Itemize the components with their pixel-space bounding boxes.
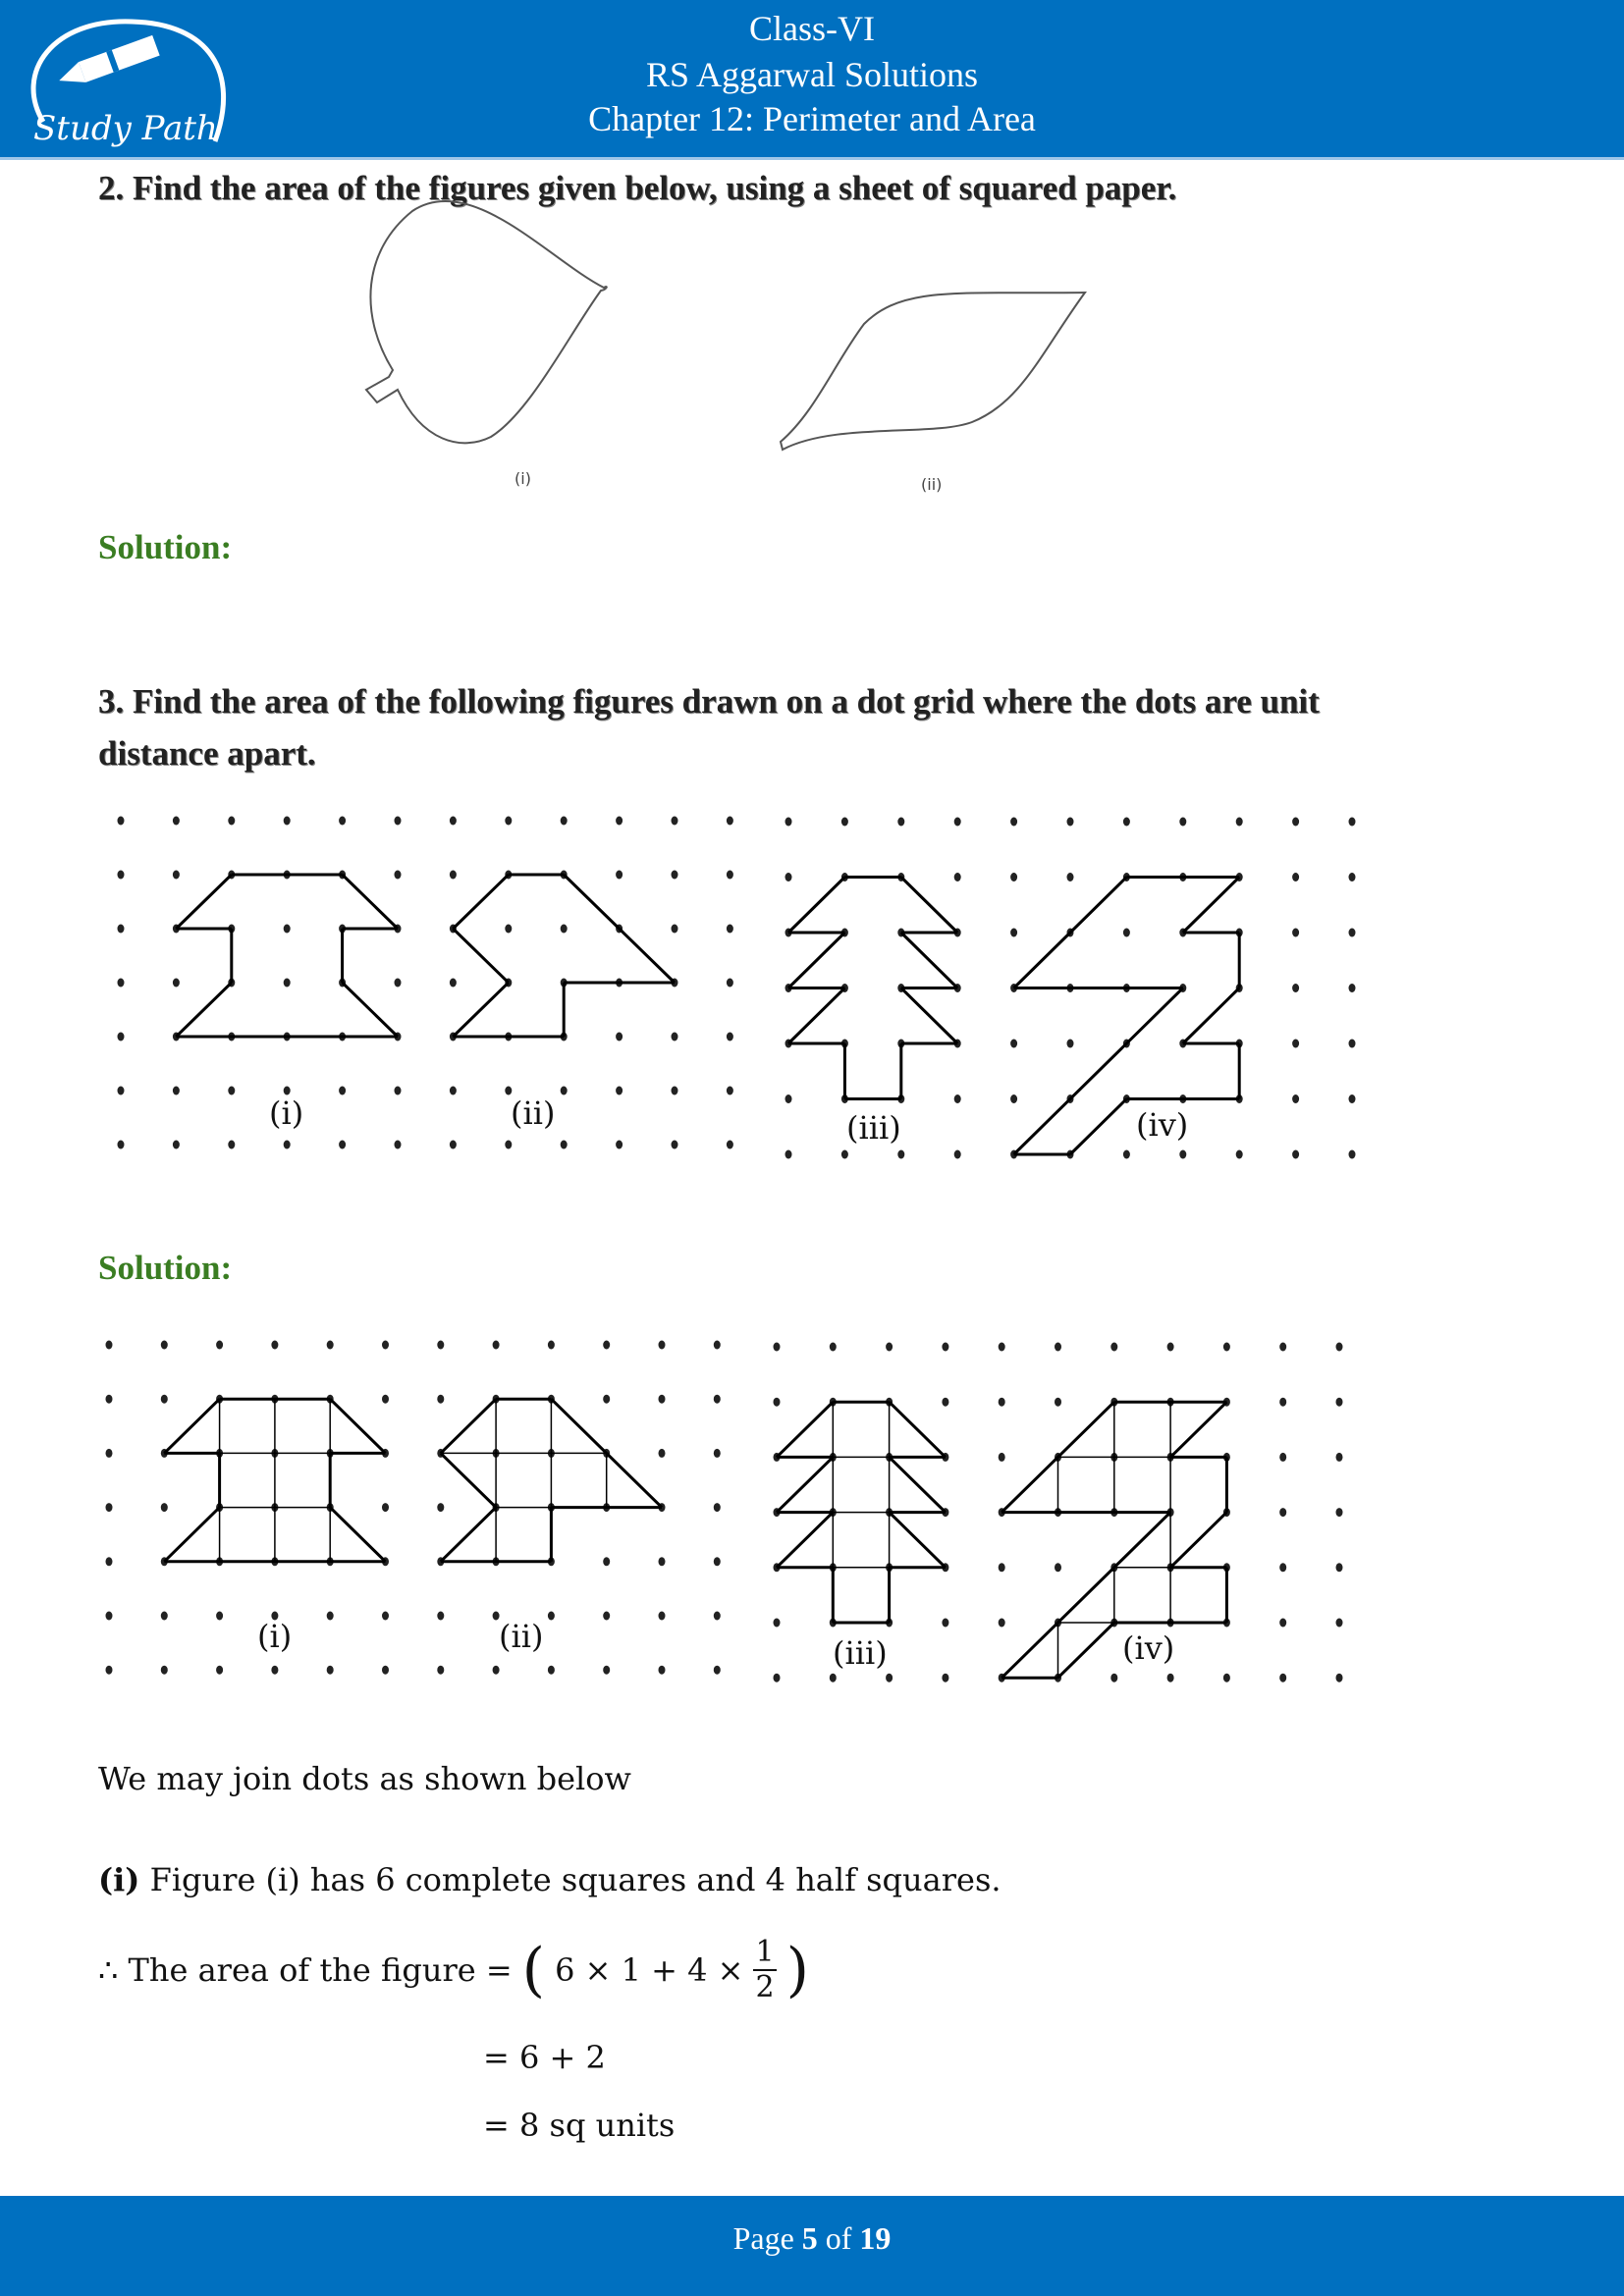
svg-text:Study Path: Study Path bbox=[33, 109, 218, 148]
figure-ii-edge bbox=[441, 1399, 496, 1453]
grid-dot bbox=[1110, 1674, 1117, 1682]
grid-dot bbox=[327, 1341, 334, 1350]
fraction-numerator: 1 bbox=[755, 1935, 775, 1969]
grid-dot bbox=[1336, 1508, 1343, 1517]
grid-dot bbox=[382, 1503, 389, 1512]
grid-dot bbox=[161, 1503, 168, 1512]
answer-step-3: = 8 sq units bbox=[483, 2107, 676, 2144]
fraction-half bbox=[753, 1936, 776, 2004]
of-word: of bbox=[825, 2220, 852, 2256]
grid-dot bbox=[886, 1674, 893, 1682]
grid-dot bbox=[382, 1395, 389, 1404]
grid-dot bbox=[942, 1674, 948, 1682]
grid-dot bbox=[999, 1343, 1005, 1352]
grid-dot bbox=[999, 1398, 1005, 1407]
header-chapter: Chapter 12: Perimeter and Area bbox=[588, 99, 1036, 138]
grid-dot bbox=[437, 1612, 444, 1621]
figure-iv-edge bbox=[1058, 1623, 1114, 1678]
grid-dot bbox=[714, 1503, 721, 1512]
grid-dot bbox=[216, 1612, 223, 1621]
grid-dot bbox=[942, 1619, 948, 1628]
grid-dot bbox=[382, 1341, 389, 1350]
fig-label-ii: (ii) bbox=[511, 1095, 556, 1132]
grid-dot bbox=[1055, 1563, 1061, 1572]
grid-dot bbox=[271, 1666, 278, 1675]
grid-dot bbox=[106, 1449, 113, 1458]
figure-i-edge bbox=[330, 1399, 385, 1453]
grid-dot bbox=[714, 1449, 721, 1458]
grid-dot bbox=[942, 1343, 948, 1352]
solution-fig-label-i: (i) bbox=[257, 1618, 293, 1655]
grid-dot bbox=[382, 1612, 389, 1621]
grid-dot bbox=[106, 1503, 113, 1512]
grid-dot bbox=[161, 1395, 168, 1404]
grid-dot bbox=[774, 1674, 781, 1682]
fig-label-iii: (iii) bbox=[846, 1109, 901, 1147]
solution-fig-label-iii: (iii) bbox=[833, 1634, 888, 1672]
grid-dot bbox=[1279, 1398, 1286, 1407]
header-class: Class-VI bbox=[749, 9, 875, 48]
grid-dot bbox=[271, 1341, 278, 1350]
page-number bbox=[0, 2220, 1624, 2257]
figure-i-edge bbox=[164, 1399, 219, 1453]
grid-dot bbox=[1336, 1563, 1343, 1572]
grid-dot bbox=[1336, 1453, 1343, 1462]
question-3-line1: 3. Find the area of the following figures drawn on a dot grid where the dots are unit bbox=[98, 682, 1320, 721]
grid-dot bbox=[493, 1666, 500, 1675]
current-page: 5 bbox=[801, 2220, 818, 2256]
answer-intro: We may join dots as shown below bbox=[98, 1760, 631, 1797]
grid-dot bbox=[714, 1395, 721, 1404]
grid-dot bbox=[327, 1666, 334, 1675]
grid-dot bbox=[830, 1343, 837, 1352]
grid-dot bbox=[1336, 1674, 1343, 1682]
leaf-label-ii: (ii) bbox=[921, 475, 943, 494]
grid-dot bbox=[161, 1341, 168, 1350]
figure-i-edge bbox=[330, 1508, 385, 1562]
grid-dot bbox=[437, 1666, 444, 1675]
figure-iii-edge bbox=[777, 1457, 833, 1512]
grid-dot bbox=[1336, 1343, 1343, 1352]
grid-dot bbox=[382, 1666, 389, 1675]
fig-label-i: (i) bbox=[269, 1095, 304, 1132]
figure-iv-edge bbox=[1170, 1513, 1226, 1568]
solution-label-q3: Solution: bbox=[98, 1249, 233, 1287]
leaf-label-i: (i) bbox=[514, 469, 531, 488]
solution-fig-label-iv: (iv) bbox=[1122, 1629, 1175, 1667]
grid-dot bbox=[106, 1666, 113, 1675]
grid-dot bbox=[161, 1666, 168, 1675]
grid-dot bbox=[1279, 1508, 1286, 1517]
grid-dot bbox=[1167, 1674, 1174, 1682]
grid-dot bbox=[1336, 1398, 1343, 1407]
figure-iii-edge bbox=[890, 1402, 946, 1457]
grid-dot bbox=[603, 1612, 610, 1621]
header-book: RS Aggarwal Solutions bbox=[645, 55, 979, 94]
grid-dot bbox=[999, 1453, 1005, 1462]
grid-dot bbox=[714, 1666, 721, 1675]
figure-iii-edge bbox=[890, 1457, 946, 1512]
figure-i-edge bbox=[164, 1508, 219, 1562]
grid-dot bbox=[106, 1557, 113, 1566]
grid-dot bbox=[714, 1341, 721, 1350]
grid-dot bbox=[1279, 1563, 1286, 1572]
grid-dot bbox=[1223, 1674, 1230, 1682]
grid-dot bbox=[603, 1341, 610, 1350]
figure-iii-edge bbox=[777, 1402, 833, 1457]
figure-iv-edge bbox=[1170, 1402, 1226, 1457]
grid-dot bbox=[1167, 1343, 1174, 1352]
area-prefix: ∴ The area of the figure = bbox=[98, 1951, 513, 1989]
part-text: Figure (i) has 6 complete squares and 4 half squares. bbox=[139, 1861, 1001, 1898]
grid-dot bbox=[437, 1341, 444, 1350]
grid-dot bbox=[714, 1557, 721, 1566]
grid-dot bbox=[548, 1666, 555, 1675]
grid-dot bbox=[774, 1398, 781, 1407]
grid-dot bbox=[1223, 1343, 1230, 1352]
grid-dot bbox=[1110, 1343, 1117, 1352]
solution-fig-label-ii: (ii) bbox=[499, 1618, 544, 1655]
open-paren: ( bbox=[521, 1936, 546, 2004]
grid-dot bbox=[1055, 1343, 1061, 1352]
grid-dot bbox=[327, 1612, 334, 1621]
figure-ii-edge bbox=[441, 1508, 496, 1562]
answer-step-2: = 6 + 2 bbox=[483, 2039, 606, 2076]
grid-dot bbox=[1055, 1398, 1061, 1407]
grid-dot bbox=[216, 1666, 223, 1675]
answer-part-i bbox=[98, 1861, 1001, 1898]
part-label: (i) bbox=[98, 1861, 140, 1898]
grid-dot bbox=[548, 1341, 555, 1350]
grid-dot bbox=[659, 1557, 666, 1566]
grid-dot bbox=[774, 1619, 781, 1628]
grid-dot bbox=[1279, 1619, 1286, 1628]
grid-dot bbox=[1279, 1343, 1286, 1352]
grid-dot bbox=[999, 1619, 1005, 1628]
grid-dot bbox=[830, 1674, 837, 1682]
grid-dot bbox=[1279, 1453, 1286, 1462]
grid-dot bbox=[659, 1449, 666, 1458]
grid-dot bbox=[106, 1341, 113, 1350]
grid-dot bbox=[1279, 1674, 1286, 1682]
figure-iii-edge bbox=[777, 1513, 833, 1568]
grid-dot bbox=[437, 1503, 444, 1512]
grid-dot bbox=[106, 1612, 113, 1621]
grid-dot bbox=[774, 1343, 781, 1352]
close-paren: ) bbox=[785, 1936, 809, 2004]
grid-dot bbox=[659, 1341, 666, 1350]
grid-dot bbox=[548, 1612, 555, 1621]
page-word: Page bbox=[732, 2220, 794, 2256]
grid-dot bbox=[603, 1666, 610, 1675]
total-pages: 19 bbox=[859, 2220, 892, 2256]
grid-dot bbox=[659, 1612, 666, 1621]
question-2: 2. Find the area of the figures given below, using a sheet of squared paper. bbox=[98, 169, 1177, 207]
grid-dot bbox=[714, 1612, 721, 1621]
grid-dot bbox=[437, 1395, 444, 1404]
area-expression: 6 × 1 + 4 × bbox=[555, 1951, 744, 1989]
grid-dot bbox=[603, 1557, 610, 1566]
grid-dot bbox=[216, 1341, 223, 1350]
grid-dot bbox=[106, 1395, 113, 1404]
figure-ii-edge bbox=[441, 1453, 496, 1507]
fig-label-iv: (iv) bbox=[1136, 1106, 1189, 1144]
grid-dot bbox=[1336, 1619, 1343, 1628]
fraction-denominator: 2 bbox=[755, 1970, 775, 2004]
grid-dot bbox=[659, 1395, 666, 1404]
grid-dot bbox=[942, 1398, 948, 1407]
grid-dot bbox=[659, 1666, 666, 1675]
question-3-line2: distance apart. bbox=[98, 734, 316, 773]
grid-dot bbox=[603, 1395, 610, 1404]
grid-dot bbox=[493, 1341, 500, 1350]
area-equation bbox=[98, 1926, 809, 2014]
grid-dot bbox=[161, 1612, 168, 1621]
solution-label-q2: Solution: bbox=[98, 528, 233, 566]
grid-dot bbox=[999, 1563, 1005, 1572]
figure-iii-edge bbox=[890, 1513, 946, 1568]
grid-dot bbox=[886, 1343, 893, 1352]
